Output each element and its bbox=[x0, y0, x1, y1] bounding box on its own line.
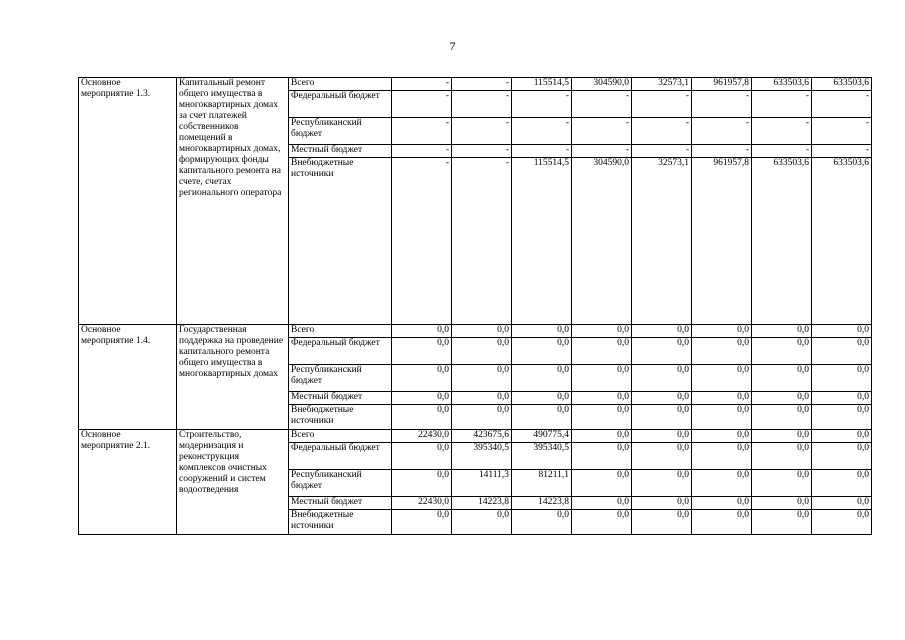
value-cell: 0,0 bbox=[812, 470, 872, 497]
value-cell: 0,0 bbox=[692, 325, 752, 338]
value-cell: - bbox=[512, 145, 572, 158]
value-cell: 0,0 bbox=[692, 338, 752, 365]
value-cell: 0,0 bbox=[692, 510, 752, 535]
value-cell: 22430,0 bbox=[392, 497, 452, 510]
page-number: 7 bbox=[449, 39, 456, 53]
value-cell: 0,0 bbox=[512, 338, 572, 365]
value-cell: 0,0 bbox=[572, 430, 632, 443]
value-cell: 0,0 bbox=[392, 392, 452, 405]
value-cell: 395340,5 bbox=[512, 443, 572, 470]
value-cell: 423675,6 bbox=[452, 430, 512, 443]
value-cell: 0,0 bbox=[692, 430, 752, 443]
value-cell: 0,0 bbox=[632, 365, 692, 392]
value-cell: 81211,1 bbox=[512, 470, 572, 497]
value-cell: 0,0 bbox=[572, 510, 632, 535]
value-cell: 0,0 bbox=[452, 405, 512, 430]
funding-source-cell: Всего bbox=[289, 325, 392, 338]
value-cell: - bbox=[812, 118, 872, 145]
value-cell: 115514,5 bbox=[512, 158, 572, 325]
value-cell: - bbox=[812, 91, 872, 118]
value-cell: 0,0 bbox=[512, 510, 572, 535]
value-cell: 0,0 bbox=[692, 392, 752, 405]
value-cell: 0,0 bbox=[392, 510, 452, 535]
value-cell: 0,0 bbox=[632, 405, 692, 430]
value-cell: 0,0 bbox=[692, 470, 752, 497]
value-cell: 0,0 bbox=[452, 365, 512, 392]
funding-source-cell: Местный бюджет bbox=[289, 497, 392, 510]
value-cell: - bbox=[692, 91, 752, 118]
value-cell: - bbox=[392, 78, 452, 91]
value-cell: 0,0 bbox=[392, 338, 452, 365]
value-cell: 0,0 bbox=[752, 365, 812, 392]
value-cell: 0,0 bbox=[752, 392, 812, 405]
value-cell: 0,0 bbox=[752, 510, 812, 535]
description-cell: Государственная поддержка на проведение капитального ремонта общего имущества в многоквартирных домах bbox=[177, 325, 289, 430]
value-cell: 0,0 bbox=[452, 338, 512, 365]
funding-source-cell: Всего bbox=[289, 78, 392, 91]
value-cell: - bbox=[452, 158, 512, 325]
value-cell: 0,0 bbox=[692, 365, 752, 392]
value-cell: 14223,8 bbox=[512, 497, 572, 510]
value-cell: 0,0 bbox=[752, 443, 812, 470]
value-cell: 0,0 bbox=[512, 392, 572, 405]
value-cell: 0,0 bbox=[392, 365, 452, 392]
value-cell: 0,0 bbox=[632, 325, 692, 338]
value-cell: 0,0 bbox=[752, 470, 812, 497]
value-cell: - bbox=[452, 91, 512, 118]
value-cell: 0,0 bbox=[692, 497, 752, 510]
value-cell: - bbox=[512, 118, 572, 145]
value-cell: 0,0 bbox=[752, 325, 812, 338]
value-cell: 115514,5 bbox=[512, 78, 572, 91]
value-cell: 0,0 bbox=[452, 392, 512, 405]
value-cell: 14111,3 bbox=[452, 470, 512, 497]
value-cell: 0,0 bbox=[632, 338, 692, 365]
value-cell: - bbox=[452, 78, 512, 91]
value-cell: 32573,1 bbox=[632, 78, 692, 91]
value-cell: - bbox=[632, 91, 692, 118]
value-cell: 32573,1 bbox=[632, 158, 692, 325]
value-cell: 0,0 bbox=[632, 497, 692, 510]
value-cell: 0,0 bbox=[632, 443, 692, 470]
value-cell: 14223,8 bbox=[452, 497, 512, 510]
value-cell: 0,0 bbox=[812, 392, 872, 405]
value-cell: 0,0 bbox=[572, 392, 632, 405]
value-cell: 0,0 bbox=[812, 325, 872, 338]
value-cell: 490775,4 bbox=[512, 430, 572, 443]
funding-source-cell: Республиканский бюджет bbox=[289, 365, 392, 392]
value-cell: 0,0 bbox=[632, 430, 692, 443]
description-cell: Капитальный ремонт общего имущества в многоквартирных домах за счет платежей собственников помещений в многоквартирных домах, формирующих фонды капитального ремонта на счете, счетах регионального оператора bbox=[177, 78, 289, 325]
value-cell: 0,0 bbox=[392, 325, 452, 338]
value-cell: - bbox=[452, 118, 512, 145]
value-cell: 0,0 bbox=[752, 497, 812, 510]
value-cell: 0,0 bbox=[812, 430, 872, 443]
value-cell: 633503,6 bbox=[752, 158, 812, 325]
funding-source-cell: Внебюджетные источники bbox=[289, 158, 392, 325]
funding-source-cell: Федеральный бюджет bbox=[289, 443, 392, 470]
value-cell: 0,0 bbox=[812, 497, 872, 510]
value-cell: - bbox=[392, 118, 452, 145]
funding-source-cell: Республиканский бюджет bbox=[289, 118, 392, 145]
value-cell: 0,0 bbox=[572, 325, 632, 338]
funding-source-cell: Внебюджетные источники bbox=[289, 405, 392, 430]
value-cell: 0,0 bbox=[512, 365, 572, 392]
value-cell: 0,0 bbox=[512, 325, 572, 338]
value-cell: 0,0 bbox=[572, 443, 632, 470]
value-cell: - bbox=[812, 145, 872, 158]
value-cell: 961957,8 bbox=[692, 158, 752, 325]
value-cell: 0,0 bbox=[512, 405, 572, 430]
value-cell: 0,0 bbox=[572, 365, 632, 392]
funding-source-cell: Всего bbox=[289, 430, 392, 443]
value-cell: 0,0 bbox=[452, 325, 512, 338]
budget-table bbox=[78, 77, 872, 535]
value-cell: 633503,6 bbox=[812, 78, 872, 91]
value-cell: - bbox=[392, 158, 452, 325]
value-cell: - bbox=[572, 118, 632, 145]
value-cell: 0,0 bbox=[812, 443, 872, 470]
value-cell: 0,0 bbox=[572, 470, 632, 497]
value-cell: 0,0 bbox=[812, 510, 872, 535]
value-cell: 22430,0 bbox=[392, 430, 452, 443]
value-cell: - bbox=[632, 118, 692, 145]
activity-cell: Основное мероприятие 2.1. bbox=[79, 430, 177, 535]
value-cell: 0,0 bbox=[812, 338, 872, 365]
activity-cell: Основное мероприятие 1.4. bbox=[79, 325, 177, 430]
value-cell: 0,0 bbox=[752, 405, 812, 430]
funding-source-cell: Федеральный бюджет bbox=[289, 338, 392, 365]
value-cell: - bbox=[692, 118, 752, 145]
value-cell: - bbox=[572, 91, 632, 118]
value-cell: 0,0 bbox=[572, 338, 632, 365]
value-cell: 0,0 bbox=[572, 497, 632, 510]
value-cell: 0,0 bbox=[632, 470, 692, 497]
value-cell: 961957,8 bbox=[692, 78, 752, 91]
value-cell: - bbox=[752, 118, 812, 145]
value-cell: - bbox=[632, 145, 692, 158]
description-cell: Строительство, модернизация и реконструкция комплексов очистных сооружений и систем водоотведения bbox=[177, 430, 289, 535]
value-cell: 0,0 bbox=[812, 365, 872, 392]
value-cell: - bbox=[452, 145, 512, 158]
value-cell: 0,0 bbox=[392, 405, 452, 430]
value-cell: - bbox=[512, 91, 572, 118]
value-cell: - bbox=[392, 145, 452, 158]
value-cell: 0,0 bbox=[692, 443, 752, 470]
funding-source-cell: Местный бюджет bbox=[289, 392, 392, 405]
value-cell: 0,0 bbox=[752, 430, 812, 443]
value-cell: 0,0 bbox=[392, 443, 452, 470]
value-cell: - bbox=[392, 91, 452, 118]
value-cell: 304590,0 bbox=[572, 78, 632, 91]
table-row bbox=[79, 325, 872, 338]
value-cell: 304590,0 bbox=[572, 158, 632, 325]
value-cell: 0,0 bbox=[632, 510, 692, 535]
funding-source-cell: Местный бюджет bbox=[289, 145, 392, 158]
value-cell: 0,0 bbox=[572, 405, 632, 430]
funding-source-cell: Внебюджетные источники bbox=[289, 510, 392, 535]
activity-cell: Основное мероприятие 1.3. bbox=[79, 78, 177, 325]
value-cell: 395340,5 bbox=[452, 443, 512, 470]
value-cell: - bbox=[752, 91, 812, 118]
table-row bbox=[79, 78, 872, 91]
value-cell: 0,0 bbox=[632, 392, 692, 405]
value-cell: 0,0 bbox=[692, 405, 752, 430]
value-cell: 0,0 bbox=[812, 405, 872, 430]
value-cell: 633503,6 bbox=[812, 158, 872, 325]
value-cell: - bbox=[572, 145, 632, 158]
value-cell: - bbox=[752, 145, 812, 158]
value-cell: 0,0 bbox=[752, 338, 812, 365]
value-cell: 633503,6 bbox=[752, 78, 812, 91]
value-cell: - bbox=[692, 145, 752, 158]
table-row bbox=[79, 430, 872, 443]
value-cell: 0,0 bbox=[392, 470, 452, 497]
funding-source-cell: Республиканский бюджет bbox=[289, 470, 392, 497]
value-cell: 0,0 bbox=[452, 510, 512, 535]
funding-source-cell: Федеральный бюджет bbox=[289, 91, 392, 118]
